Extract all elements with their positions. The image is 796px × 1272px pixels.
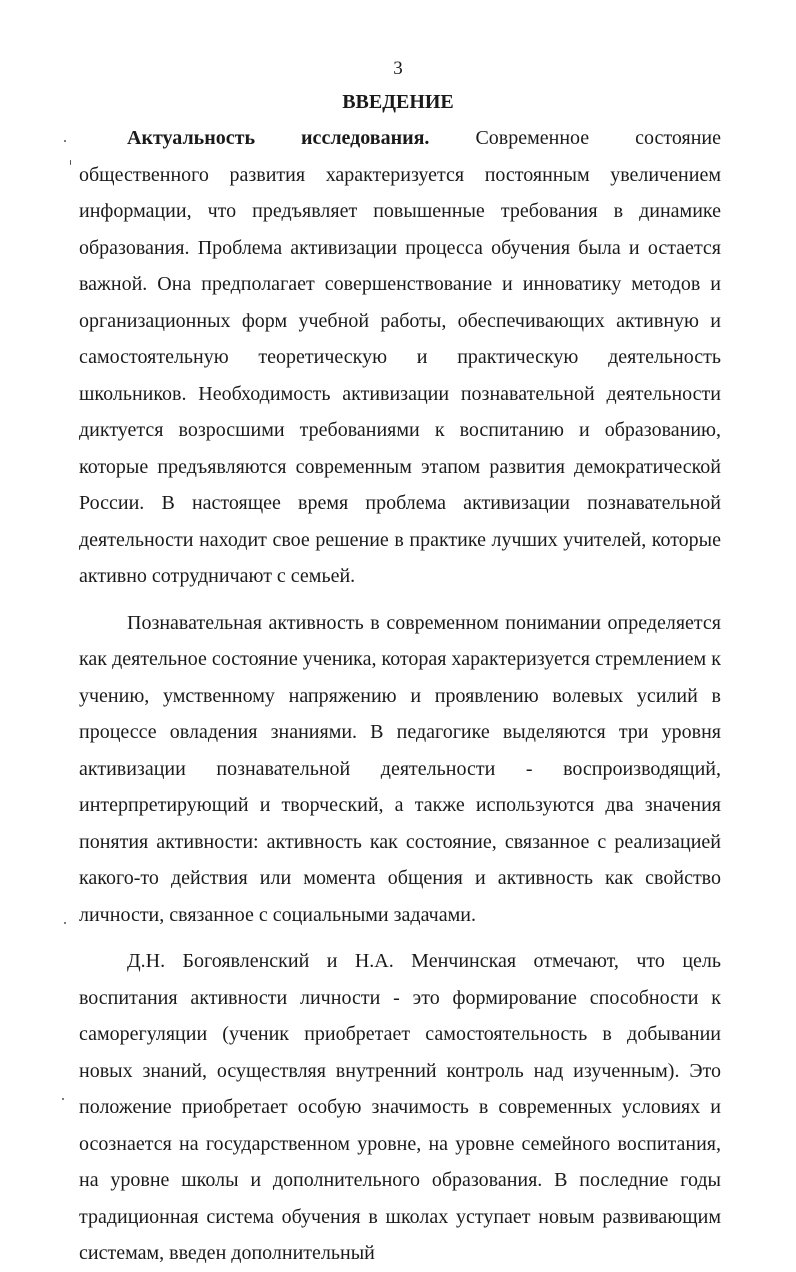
- paragraph-cognitive-activity: [79, 605, 721, 934]
- scan-speck: [64, 922, 66, 924]
- paragraph-text: Познавательная активность в современном понимании определяется как деятельное состояние ученика, которая характеризуется стремлением к учению, умственному напряжению и проявлению волевых усилий в процессе овладения знаниями. В педагогике выделяются три уровня активизации познавательной деятельности - воспроизводящий, интерпретирующий и творческий, а также используются два значения понятия активности: активность как состояние, связанное с реализацией какого-то действия или момента общения и активность как свойство личности, связанное с социальными задачами.: [79, 611, 721, 926]
- section-heading: ВВЕДЕНИЕ: [342, 91, 454, 113]
- scan-speck: [70, 160, 71, 165]
- paragraph-bogoyavlensky: [79, 943, 721, 1272]
- paragraph-text: Современное состояние общественного развития характеризуется постоянным увеличением информации, что предъявляет повышенные требования в динамике образования. Проблема активизации процесса обучения была и остается важной. Она предполагает совершенствование и инноватику методов и организационных форм учебной работы, обеспечивающих активную и самостоятельную теоретическую и практическую деятельность школьников. Необходимость активизации познавательной деятельности диктуется возросшими требованиями к воспитанию и образованию, которые предъявляются современным этапом развития демократической России. В настоящее время проблема активизации познавательной деятельности находит свое решение в практике лучших учителей, которые активно сотрудничают с семьей.: [79, 127, 721, 587]
- paragraph-text: Д.Н. Богоявленский и Н.А. Менчинская отмечают, что цель воспитания активности личности - это формирование способности к саморегуляции (ученик приобретает самостоятельность в добывании новых знаний, осуществляя внутренний контроль над изученным). Это положение приобретает особую значимость в современных условиях и осознается на государственном уровне, на уровне семейного воспитания, на уровне школы и дополнительного образования. В последние годы традиционная система обучения в школах уступает новым развивающим системам, введен дополнительный: [79, 950, 721, 1264]
- paragraph-lead-term: Актуальность исследования.: [127, 127, 430, 149]
- page-number: 3: [393, 58, 403, 79]
- paragraph-relevance: [79, 120, 721, 595]
- scan-speck: [64, 140, 66, 142]
- scan-speck: [62, 1098, 64, 1100]
- body-text: [79, 120, 721, 1272]
